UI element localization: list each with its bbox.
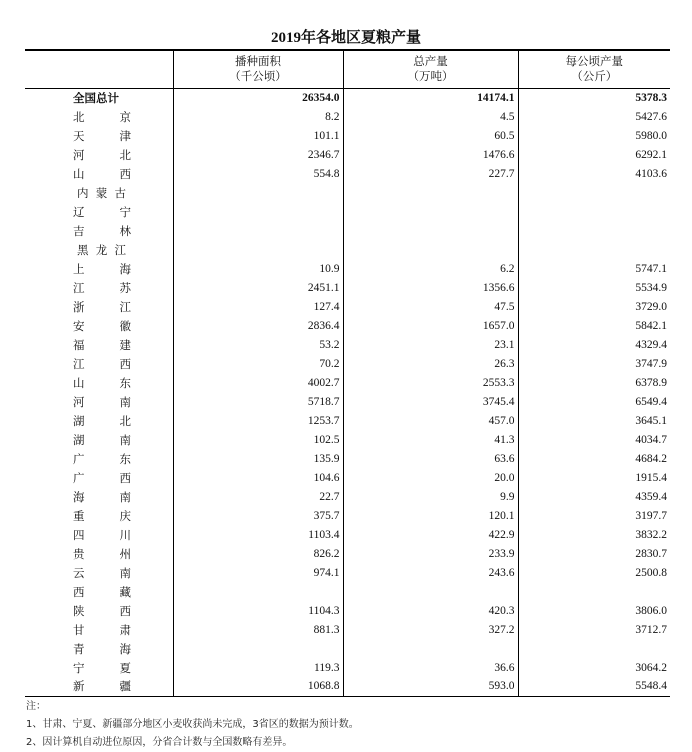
yield-cell: 4684.2 [518,449,670,468]
region-name: 河南 [73,394,131,409]
table-header-row [25,50,670,88]
total-output-cell [343,582,518,601]
sown-area-cell: 127.4 [173,297,343,316]
total-output-cell: 420.3 [343,601,518,620]
region-cell [25,392,173,411]
page-title: 2019年各地区夏粮产量 [270,30,421,46]
region-cell [25,88,173,107]
total-output-cell: 593.0 [343,677,518,696]
region-name: 山西 [73,166,131,181]
header-sown-area-label: 播种面积 [235,54,281,69]
sown-area-cell: 375.7 [173,506,343,525]
region-name: 贵州 [73,546,131,561]
total-output-cell: 227.7 [343,164,518,183]
yield-cell: 2500.8 [518,563,670,582]
yield-cell: 6378.9 [518,373,670,392]
table-row [25,392,670,411]
sown-area-cell: 1068.8 [173,677,343,696]
sown-area-cell: 135.9 [173,449,343,468]
yield-cell [518,221,670,240]
table-row [25,411,670,430]
header-sown-area [173,50,343,88]
region-cell [25,183,173,202]
region-name: 河北 [73,147,131,162]
yield-cell: 6549.4 [518,392,670,411]
table-row [25,316,670,335]
total-output-cell [343,240,518,259]
total-output-cell: 63.6 [343,449,518,468]
sown-area-cell: 554.8 [173,164,343,183]
region-cell [25,107,173,126]
region-name: 广东 [73,451,131,466]
yield-cell: 5980.0 [518,126,670,145]
table-row [25,107,670,126]
yield-cell [518,582,670,601]
region-cell [25,658,173,677]
total-output-cell: 9.9 [343,487,518,506]
sown-area-cell [173,582,343,601]
header-yield-unit: （公斤） [571,69,618,84]
region-cell [25,145,173,164]
region-cell [25,126,173,145]
header-region [25,50,173,88]
total-output-cell: 120.1 [343,506,518,525]
table-row [25,202,670,221]
region-cell [25,259,173,278]
table-row [25,164,670,183]
region-name: 西藏 [73,584,131,599]
sown-area-cell [173,240,343,259]
table-row [25,259,670,278]
region-cell [25,620,173,639]
table-row-total [25,88,670,107]
region-cell [25,278,173,297]
total-output-cell: 2553.3 [343,373,518,392]
region-cell [25,677,173,696]
region-name: 山东 [73,375,131,390]
region-name: 广西 [73,470,131,485]
total-output-cell: 6.2 [343,259,518,278]
yield-cell [518,639,670,658]
total-output-cell: 243.6 [343,563,518,582]
sown-area-cell [173,639,343,658]
region-name: 云南 [73,565,131,580]
total-output-cell [343,221,518,240]
sown-area-cell: 1253.7 [173,411,343,430]
footnotes [26,698,359,752]
region-name: 上海 [73,261,131,276]
grain-output-table [25,49,670,697]
table-row [25,601,670,620]
table-row [25,126,670,145]
footnote-2: 2、因计算机自动进位原因，分省合计数与全国数略有差异。 [26,737,293,748]
table-row [25,373,670,392]
table-row [25,430,670,449]
yield-cell: 4034.7 [518,430,670,449]
region-cell [25,468,173,487]
total-output-cell: 457.0 [343,411,518,430]
region-cell [25,601,173,620]
table-row [25,145,670,164]
region-name: 天津 [73,128,131,143]
region-name: 宁夏 [73,660,131,675]
region-name: 重庆 [73,508,131,523]
total-output-cell: 422.9 [343,525,518,544]
yield-cell: 3729.0 [518,297,670,316]
region-cell [25,354,173,373]
yield-cell: 3645.1 [518,411,670,430]
region-name: 福建 [73,337,131,352]
table-row [25,240,670,259]
sown-area-cell: 4002.7 [173,373,343,392]
yield-cell: 5427.6 [518,107,670,126]
region-name: 辽宁 [73,204,131,219]
header-total-output-unit: （万吨） [407,69,454,84]
yield-cell: 3806.0 [518,601,670,620]
sown-area-cell [173,221,343,240]
total-output-cell [343,183,518,202]
sown-area-cell: 26354.0 [173,88,343,107]
yield-cell: 3064.2 [518,658,670,677]
table-row [25,582,670,601]
region-cell [25,544,173,563]
table-row [25,297,670,316]
sown-area-cell [173,202,343,221]
region-cell [25,316,173,335]
sown-area-cell: 104.6 [173,468,343,487]
table-row [25,335,670,354]
table-row [25,658,670,677]
table-row [25,620,670,639]
table-row [25,677,670,696]
sown-area-cell: 101.1 [173,126,343,145]
table-row [25,563,670,582]
total-output-cell: 26.3 [343,354,518,373]
total-output-cell: 60.5 [343,126,518,145]
yield-cell: 5534.9 [518,278,670,297]
header-total-output [343,50,518,88]
footnote-1: 1、甘肃、宁夏、新疆部分地区小麦收获尚未完成，3省区的数据为预计数。 [26,719,359,730]
sown-area-cell: 102.5 [173,430,343,449]
sown-area-cell: 1104.3 [173,601,343,620]
yield-cell: 1915.4 [518,468,670,487]
yield-cell: 4359.4 [518,487,670,506]
region-name: 黑龙江 [77,242,126,257]
table-row [25,506,670,525]
region-name: 四川 [73,527,131,542]
sown-area-cell: 881.3 [173,620,343,639]
region-name: 新疆 [73,679,131,694]
sown-area-cell: 53.2 [173,335,343,354]
region-name: 浙江 [73,299,131,314]
yield-cell: 3832.2 [518,525,670,544]
region-cell [25,373,173,392]
sown-area-cell: 22.7 [173,487,343,506]
region-name: 湖南 [73,432,131,447]
region-name: 甘肃 [73,622,131,637]
sown-area-cell: 974.1 [173,563,343,582]
region-cell [25,487,173,506]
table-row [25,221,670,240]
region-cell [25,639,173,658]
region-name: 海南 [73,489,131,504]
total-output-cell: 23.1 [343,335,518,354]
table-row [25,544,670,563]
region-cell [25,563,173,582]
sown-area-cell: 70.2 [173,354,343,373]
total-output-cell: 36.6 [343,658,518,677]
region-cell [25,449,173,468]
region-cell [25,202,173,221]
yield-cell: 5548.4 [518,677,670,696]
region-name: 安徽 [73,318,131,333]
total-output-cell: 1657.0 [343,316,518,335]
table-row [25,354,670,373]
yield-cell: 4103.6 [518,164,670,183]
total-output-cell [343,639,518,658]
yield-cell: 3712.7 [518,620,670,639]
yield-cell: 4329.4 [518,335,670,354]
region-name: 北京 [73,109,131,124]
total-output-cell: 327.2 [343,620,518,639]
yield-cell: 5378.3 [518,88,670,107]
table-row [25,639,670,658]
sown-area-cell: 1103.4 [173,525,343,544]
total-output-cell: 3745.4 [343,392,518,411]
region-name: 全国总计 [73,90,119,105]
sown-area-cell: 2836.4 [173,316,343,335]
sown-area-cell [173,183,343,202]
total-output-cell: 4.5 [343,107,518,126]
table-row [25,468,670,487]
yield-cell: 3197.7 [518,506,670,525]
region-cell [25,430,173,449]
header-sown-area-unit: （千公顷） [229,69,287,84]
yield-cell: 2830.7 [518,544,670,563]
total-output-cell: 41.3 [343,430,518,449]
yield-cell: 3747.9 [518,354,670,373]
sown-area-cell: 2346.7 [173,145,343,164]
region-cell [25,335,173,354]
table-row [25,449,670,468]
header-yield-label: 每公顷产量 [565,54,623,69]
total-output-cell: 233.9 [343,544,518,563]
total-output-cell: 47.5 [343,297,518,316]
yield-cell: 5842.1 [518,316,670,335]
sown-area-cell: 5718.7 [173,392,343,411]
region-name: 青海 [73,641,131,656]
region-cell [25,582,173,601]
sown-area-cell: 8.2 [173,107,343,126]
sown-area-cell: 10.9 [173,259,343,278]
region-cell [25,525,173,544]
header-total-output-label: 总产量 [413,54,448,69]
yield-cell [518,202,670,221]
table-row [25,525,670,544]
region-name: 陕西 [73,603,131,618]
region-cell [25,411,173,430]
footnote-heading: 注： [26,701,46,712]
header-yield [518,50,670,88]
region-name: 江西 [73,356,131,371]
sown-area-cell: 119.3 [173,658,343,677]
sown-area-cell: 2451.1 [173,278,343,297]
yield-cell: 6292.1 [518,145,670,164]
sown-area-cell: 826.2 [173,544,343,563]
total-output-cell: 20.0 [343,468,518,487]
region-name: 湖北 [73,413,131,428]
table-body [25,88,670,696]
table-row [25,183,670,202]
total-output-cell: 14174.1 [343,88,518,107]
yield-cell [518,240,670,259]
total-output-cell [343,202,518,221]
yield-cell [518,183,670,202]
region-cell [25,164,173,183]
yield-cell: 5747.1 [518,259,670,278]
table-row [25,278,670,297]
region-name: 江苏 [73,280,131,295]
region-cell [25,506,173,525]
region-name: 吉林 [73,223,131,238]
total-output-cell: 1476.6 [343,145,518,164]
region-cell [25,297,173,316]
table-row [25,487,670,506]
region-cell [25,240,173,259]
region-name: 内蒙古 [77,185,126,200]
region-cell [25,221,173,240]
total-output-cell: 1356.6 [343,278,518,297]
